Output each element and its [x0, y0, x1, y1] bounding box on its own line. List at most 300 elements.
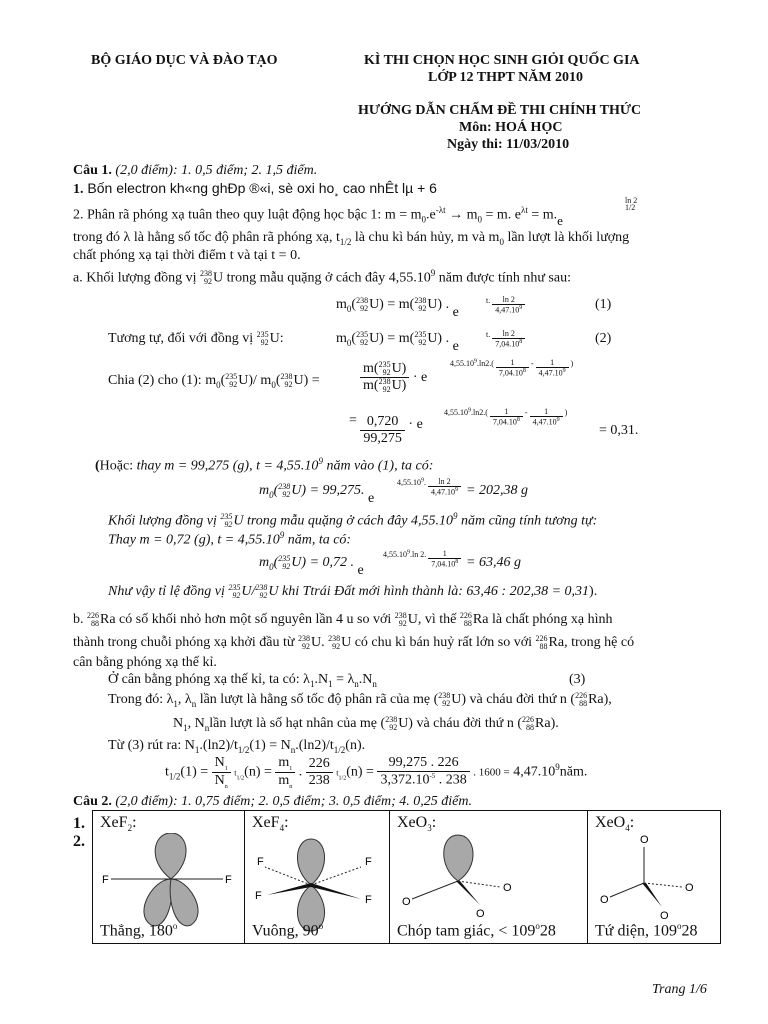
text: .(ln2)/t [295, 738, 334, 753]
text: 92 [382, 385, 391, 395]
text: Chóp tam giác, < 109 [397, 922, 536, 940]
eq2-exponent [486, 329, 525, 349]
iso-235 [379, 361, 391, 377]
text: 88 [91, 619, 99, 628]
text: · e [408, 416, 423, 432]
text: U trong mẫu quặng ở cách đây 4,55.10 [212, 270, 431, 286]
text: (1) = [180, 764, 212, 780]
sup: 9 [555, 761, 560, 772]
shape-xeo4 [595, 921, 698, 940]
sub: 1/2 [339, 236, 352, 247]
iso-238 [414, 297, 426, 313]
text: 235 [278, 554, 291, 563]
alt-235-eq [259, 554, 364, 579]
iso-235 [356, 331, 368, 347]
sup: 9 [556, 417, 560, 423]
cell-xef4 [244, 810, 390, 944]
sub: n [290, 744, 296, 755]
text: 4,47.10 [495, 305, 520, 315]
text: 238 [280, 372, 293, 381]
text: 92 [282, 490, 291, 499]
text: = [383, 297, 399, 313]
text: XeO [397, 814, 428, 831]
text: = λ [332, 672, 355, 687]
text: Như vậy tỉ lệ đồng vị [108, 584, 229, 600]
text: t. [486, 295, 491, 305]
alt-235-exponent [383, 549, 461, 569]
text: Hoặc: [99, 458, 137, 474]
text: 238 [438, 691, 451, 700]
text: 28 [539, 922, 556, 940]
frac [496, 358, 529, 378]
text: 92 [382, 368, 391, 377]
q1-part1 [73, 180, 437, 198]
alt-238-eq [259, 482, 375, 507]
text: .(ln2)/t [199, 738, 238, 753]
sub: 1 [194, 744, 200, 755]
text: (n) = [244, 764, 276, 780]
atom-o3: O [503, 882, 512, 894]
frac [490, 407, 523, 427]
text: ( [275, 373, 281, 389]
text: - [530, 358, 536, 368]
n: $N_1$ [212, 755, 231, 773]
atom-o2: O [476, 908, 485, 920]
text: t. [486, 329, 491, 339]
iso-226 [460, 612, 472, 628]
text: 235 [378, 360, 391, 369]
text: Tương tự, đối với đồng vị [108, 331, 257, 347]
text: năm cũng tính tương tự: [457, 513, 598, 529]
q1-title-points: (2,0 điểm): 1. 0,5 điểm; 2. 1,5 điểm. [111, 163, 318, 178]
n: 1 [428, 549, 461, 559]
xeo4-tetrahedral-diagram [588, 833, 720, 933]
text: - [524, 407, 530, 417]
text: 7,04.10 [492, 417, 517, 427]
text: 4,55.10$^9$.ln2.( [450, 358, 494, 368]
sup: -5 [429, 772, 436, 781]
sup: 9 [474, 358, 477, 365]
ratio-fraction [360, 361, 427, 394]
sup: 8 [519, 339, 523, 345]
exp-ln2-t12 [625, 197, 637, 211]
n [360, 361, 409, 378]
iso-238 [438, 692, 450, 708]
atom-f3: F [255, 890, 262, 902]
q1-part2-line [73, 205, 563, 228]
frac [492, 329, 525, 349]
text: Ra). [535, 716, 559, 732]
sub: 0 [346, 304, 352, 315]
frac [306, 756, 333, 789]
lobe-right [170, 879, 198, 926]
text: 235 [256, 330, 269, 339]
text: (n). [345, 738, 366, 753]
text: là chu kì bán hủy, m và m [351, 230, 500, 245]
substitute-line [108, 530, 351, 549]
bond-o3 [458, 881, 500, 887]
text: t [234, 768, 237, 778]
text: 92 [418, 304, 427, 313]
d [428, 559, 461, 569]
text: Khối lượng đồng vị [108, 513, 221, 529]
sup: -λt [435, 205, 446, 215]
text: 92 [282, 562, 291, 571]
text: · e [412, 369, 428, 385]
atom-f-left: F [102, 874, 109, 886]
text: b. [73, 612, 87, 628]
iso-235 [257, 331, 269, 347]
sub: n [372, 678, 377, 689]
ratio-line [108, 373, 320, 390]
frac [275, 755, 295, 790]
text: ) [564, 407, 568, 417]
text: 226 [535, 634, 548, 643]
formula-xef4: XeF$_4$: [252, 814, 289, 834]
sub: 1 [309, 678, 315, 689]
iso-235 [278, 555, 290, 571]
sub: 3 [427, 823, 432, 834]
atom-f1: F [257, 856, 264, 868]
text: 238 [378, 377, 391, 387]
sup: 9 [519, 305, 523, 311]
text: năm được tính như sau: [435, 270, 571, 286]
sup: 9 [318, 456, 323, 466]
q1-part1-num: 1. [73, 182, 84, 197]
text: 92 [398, 619, 407, 628]
text: 238 [278, 482, 291, 491]
q1-line4: chất phóng xạ tại thời điểm t và tại t = 0. [73, 248, 301, 263]
shape-xef2 [100, 921, 177, 940]
text: N [173, 716, 184, 732]
shape-xeo3 [397, 921, 556, 940]
n: 1 [530, 407, 563, 417]
sup: 9 [455, 487, 458, 493]
text: m [336, 297, 347, 313]
sub: 0 [346, 338, 352, 349]
text: (2,0 điểm): 1. 0,75 điểm; 2. 0,5 điểm; 3. 0,5 điểm; 4. 0,25 điểm. [111, 794, 472, 809]
text: Ra, trong hệ có [548, 635, 635, 651]
header-date: Ngày thi: 11/03/2010 [447, 137, 570, 152]
text: 4,47.10 [532, 417, 557, 427]
formula-xeo4: XeO$_4$: [595, 814, 635, 834]
text: 92 [224, 520, 233, 530]
text: 238 [255, 583, 268, 592]
sup: λt [520, 205, 528, 215]
text: XeF [100, 814, 128, 831]
text: 235 [220, 512, 233, 522]
sub: 1/2 [237, 744, 250, 755]
text: U) [391, 361, 407, 377]
d: $m_n$ [278, 772, 293, 790]
n: 1 [490, 407, 523, 417]
xef2-orbital-diagram [93, 833, 244, 933]
text: 238 [385, 715, 398, 724]
text: Ra có số khối nhỏ hơn một số nguyên lần 4 u so với [100, 612, 395, 628]
text: → m [445, 207, 478, 223]
text: năm vào (1), ta có: [322, 458, 434, 474]
sup: 9 [430, 268, 436, 278]
text: 92 [442, 699, 451, 708]
iso-238 [281, 373, 293, 389]
text: 92 [259, 591, 268, 600]
text: U khi Ttrái Đất mới hình thành là: 63,46 : 202,38 = 0,31 [268, 584, 590, 600]
derive-line [108, 738, 365, 755]
sup: 9 [452, 511, 458, 521]
sub: 0 [271, 380, 276, 391]
text: lần lượt là khối lượng [503, 230, 630, 245]
text: . 238 [435, 773, 467, 789]
text: Ra), [588, 692, 612, 708]
text: 92 [232, 591, 241, 600]
sub: 4 [279, 823, 285, 834]
sub: n [354, 678, 359, 689]
iso-235 [228, 584, 240, 600]
frac [360, 361, 409, 394]
iso-235 [225, 373, 237, 389]
d: 238 [308, 772, 330, 788]
text: 88 [579, 699, 588, 708]
d [536, 368, 569, 378]
ratio-exponent [450, 358, 573, 378]
text: U) [369, 331, 384, 347]
text: 226 [575, 691, 588, 700]
text: U: [269, 331, 284, 347]
text: Ở cân bằng phóng xạ thế kỉ, ta có: λ [108, 672, 310, 687]
d [377, 772, 469, 789]
text: Thẳng, 180 [100, 922, 173, 940]
q1-title-bold: Câu 1. [73, 163, 112, 178]
text: e [368, 491, 375, 507]
iso-235 [220, 513, 232, 529]
text: U trong mẫu quặng ở cách đây 4,55.10 [233, 513, 453, 529]
text: Ra là chất phóng xạ hình [472, 612, 613, 628]
sup: 9 [407, 549, 410, 556]
text: XeF [252, 814, 280, 831]
formula-xeo3: XeO$_3$: [397, 814, 437, 834]
atom-o4: O [685, 882, 694, 894]
ratio-value [349, 414, 423, 447]
text: , N [187, 716, 205, 732]
frac [428, 477, 461, 497]
text: 7,04.10 [495, 339, 520, 349]
text: 235 [225, 372, 238, 381]
q1-b-line1 [73, 612, 612, 628]
q1-line3 [73, 230, 629, 247]
iso-238 [395, 612, 407, 628]
eq2-label: (2) [595, 331, 612, 346]
iso-226 [522, 716, 534, 732]
text: 4,47.10 [538, 368, 563, 378]
q1-part1-text: Bốn electron kh«ng ghÐp ®«i, sè oxi ho¸ cao nhÊt lµ + 6 [83, 180, 437, 196]
text: , λ [177, 692, 192, 708]
sup: o [535, 921, 540, 931]
sub: 0 [269, 490, 274, 501]
sub: 1/2 [168, 771, 181, 782]
text: m [336, 331, 347, 347]
text: 235 [356, 330, 369, 339]
bond-o4 [644, 883, 682, 887]
sub: n [204, 723, 210, 734]
lobe-top [155, 833, 186, 879]
text: 92 [418, 338, 427, 347]
text: lần lượt là hằng số tốc độ phân rã của mẹ ( [196, 692, 439, 708]
text: a. Khối lượng đồng vị [73, 270, 200, 286]
text: 88 [526, 723, 535, 732]
frac [428, 549, 461, 569]
text: (n) = [346, 764, 378, 780]
text: U) = 99,275. [291, 483, 369, 499]
page-number: Trang 1/6 [652, 982, 707, 997]
d [492, 305, 525, 315]
text: thay m = 99,275 (g), t = 4,55.10 [136, 458, 319, 474]
text: U) và cháu đời thứ n ( [398, 716, 523, 732]
text: năm, ta có: [284, 532, 352, 548]
iso-226 [575, 692, 587, 708]
text: năm. [559, 764, 588, 780]
sup: o [677, 921, 682, 931]
iso-238 [356, 297, 368, 313]
text: 238 [394, 611, 407, 620]
sub: 2 [127, 823, 133, 834]
text: XeO [595, 814, 626, 831]
xef4-orbital-diagram [245, 833, 389, 933]
sub: 4 [625, 823, 630, 834]
text: ( [351, 297, 357, 313]
alt-238-exponent [397, 477, 461, 497]
text: 226 [522, 715, 535, 724]
q1-title [73, 163, 317, 179]
text: 4,55.10$^9$.ln2.( [444, 407, 488, 417]
q2-num2: 2. [73, 833, 85, 850]
sup: 8 [522, 368, 526, 374]
text: U/ [241, 584, 256, 600]
q1-a-line [73, 268, 571, 287]
text: 88 [539, 642, 548, 651]
header-grade: LỚP 12 THPT NĂM 2010 [428, 70, 584, 85]
shape-xef4 [252, 921, 323, 940]
sup: 9 [421, 477, 424, 484]
alt-238-result: = 202,38 g [466, 483, 528, 498]
text: 238 [328, 634, 341, 643]
text: U có chu kì bán huỷ rất lớn so với [341, 635, 536, 651]
text: e [557, 212, 563, 228]
text: e [357, 563, 364, 579]
text: = [383, 331, 399, 347]
text: m( [363, 378, 379, 394]
lobe-top [444, 835, 473, 881]
sup: 9 [562, 368, 566, 374]
text: m [259, 555, 270, 571]
atom-f4: F [365, 894, 372, 906]
atom-o1: O [640, 834, 649, 846]
text: . 1600 = [473, 766, 510, 779]
text: U) [369, 297, 384, 313]
iso-226 [536, 635, 548, 651]
text: 238 [297, 634, 310, 643]
n: 99,275 . 226 [377, 755, 469, 772]
text: (1) = N [249, 738, 291, 753]
text: 2. Phân rã phóng xạ tuân theo quy luật động học bậc 1: m = m [73, 207, 422, 223]
ratio-result: = 0,31. [599, 423, 639, 438]
text: t [165, 764, 169, 780]
text: U. [310, 635, 329, 651]
text: 92 [360, 338, 369, 347]
sub: 1/2 [338, 775, 347, 782]
sub: n [191, 699, 197, 710]
d [530, 417, 563, 427]
eq1 [336, 296, 459, 321]
lobe-top [297, 839, 324, 885]
text: 7,04.10 [431, 559, 456, 569]
bond-o2 [456, 881, 480, 905]
text: ( [220, 373, 226, 389]
where-line2 [173, 716, 559, 733]
text: 238 [356, 296, 369, 305]
header-subject: Môn: HOÁ HỌC [459, 120, 563, 135]
text: 235 [414, 330, 427, 339]
sub: 1 [183, 723, 188, 734]
text: m( [363, 361, 379, 377]
n: 226 [306, 756, 333, 773]
header-exam-title: KÌ THI CHỌN HỌC SINH GIỎI QUỐC GIA [364, 53, 640, 68]
text: 235 [228, 583, 241, 592]
n: ln 2 [428, 477, 461, 487]
xeo3-orbital-diagram [390, 833, 587, 933]
header-guide-title: HƯỚNG DẪN CHẤM ĐỀ THI CHÍNH THỨC [358, 103, 642, 118]
d: 99,275 [363, 431, 402, 446]
text: . [298, 764, 306, 780]
atom-o2: O [600, 894, 609, 906]
text: .e [426, 207, 436, 223]
iso-238 [328, 635, 340, 651]
q2-title [73, 794, 472, 810]
text: . [442, 297, 450, 313]
text: Câu 2. [73, 794, 112, 809]
text: m( [398, 331, 415, 347]
n: ln 2 [492, 295, 525, 305]
text: U) [427, 331, 443, 347]
text: 92 [389, 723, 398, 732]
eq2-prefix [108, 331, 284, 347]
text: Trong đó: λ [108, 692, 174, 708]
text: U) = 0,72 . [291, 555, 358, 571]
formula-xef2: XeF$_2$: [100, 814, 137, 834]
frac [536, 358, 569, 378]
text: U) [391, 378, 407, 394]
text: thành trong chuỗi phóng xạ khởi đầu từ [73, 635, 298, 651]
text: 4,47.10 [513, 764, 556, 780]
text: e [452, 339, 459, 355]
mass-235-line [108, 511, 597, 530]
bond-o1 [412, 881, 458, 899]
frac [360, 414, 405, 447]
n: 1 [536, 358, 569, 368]
text: 92 [284, 380, 293, 389]
text: 4,47.10 [431, 487, 455, 497]
text: 92 [229, 380, 238, 389]
d [360, 378, 409, 394]
text: 7,04.10 [498, 368, 523, 378]
sub: 1 [328, 678, 333, 689]
sup: 9 [468, 407, 471, 414]
bond-o3 [642, 883, 662, 907]
equilibrium-label: (3) [569, 672, 586, 687]
d [492, 339, 525, 349]
alt-235-result: = 63,46 g [466, 555, 521, 570]
text: t [336, 768, 339, 778]
sub: 0 [499, 236, 504, 247]
